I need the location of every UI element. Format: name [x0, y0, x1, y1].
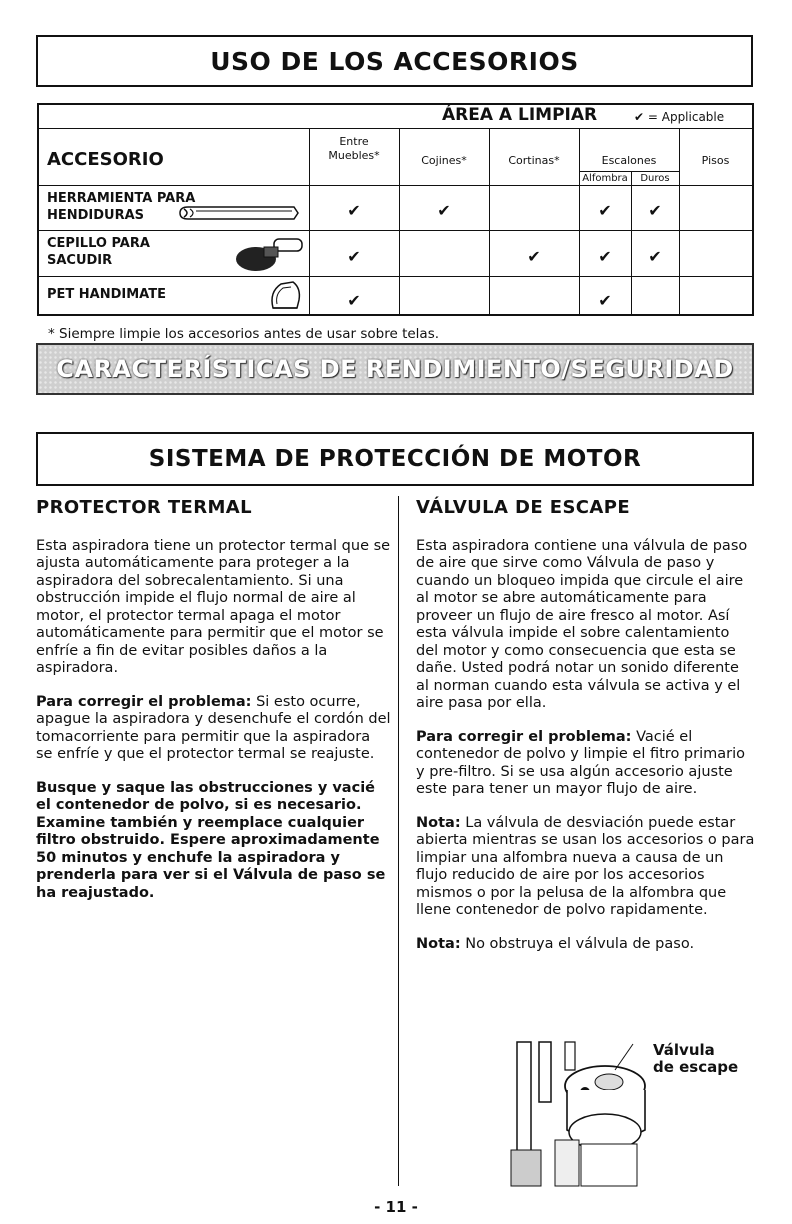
motor-protection-title: SISTEMA DE PROTECCIÓN DE MOTOR [148, 446, 642, 472]
row-pet-handimate: PET HANDIMATE [47, 287, 166, 302]
check-mark: ✔ [648, 201, 662, 220]
vacuum-exhaust-illustration [505, 1040, 655, 1190]
check-mark: ✔ [347, 247, 361, 266]
exhaust-valve-callout: Válvula de escape [653, 1041, 739, 1076]
legend: ✔ = Applicable [634, 110, 725, 124]
right-p4: Nota: No obstruya el válvula de paso. [416, 935, 695, 952]
right-heading: VÁLVULA DE ESCAPE [416, 497, 631, 518]
right-p1: Esta aspiradora contiene una válvula de paso de aire que sirve como Válvula de paso y cuando un bloqueo impida que circule el aire al motor se abre automáticamente para proveer un flujo de aire fresco al motor. Así esta válvula impide el sobre calentamiento del motor y como consecuencia que esta se dañe. Usted podrá notar un sonido diferente al norman cuando esta válvula se activa y el aire pasa por ella. [416, 537, 748, 711]
col-escalones: Escalones [601, 154, 657, 167]
footnote: * Siempre limpie los accesorios antes de usar sobre telas. [48, 326, 440, 342]
accessory-header: ACCESORIO [47, 149, 164, 170]
feature-band [36, 343, 754, 395]
band-title: CARACTERÍSTICAS DE RENDIMIENTO/SEGURIDAD [56, 355, 734, 383]
left-heading: PROTECTOR TERMAL [36, 497, 252, 518]
pet-handimate-icon [265, 278, 305, 314]
row-herramienta: HERRAMIENTA PARA HENDIDURAS [47, 191, 196, 223]
dusting-brush-icon [234, 233, 306, 277]
left-column [36, 499, 391, 918]
row-cepillo: CEPILLO PARA SACUDIR [47, 236, 150, 268]
left-p1: Esta aspiradora tiene un protector termal que se ajusta automáticamente para proteger a la aspiradora del sobrecalentamiento. Si una obstrucción impide el flujo normal de aire al motor, el protector termal apaga el motor automáticamente para permitir que el motor se enfríe a fin de evitar posibles daños a la aspiradora. [36, 537, 391, 676]
check-mark: ✔ [347, 201, 361, 220]
check-mark: ✔ [598, 247, 612, 266]
check-mark: ✔ [347, 291, 361, 310]
motor-protection-box [36, 432, 754, 486]
column-divider [398, 496, 399, 1186]
check-mark: ✔ [598, 201, 612, 220]
crevice-tool-icon [174, 201, 304, 227]
col-cortinas: Cortinas* [508, 154, 560, 167]
section-title: USO DE LOS ACCESORIOS [210, 46, 579, 76]
right-column [416, 499, 756, 969]
col-pisos: Pisos [701, 154, 730, 167]
check-mark: ✔ [527, 247, 541, 266]
check-mark: ✔ [648, 247, 662, 266]
col-cojines: Cojines* [421, 154, 467, 167]
right-p3: Nota: La válvula de desviación puede estar abierta mientras se usan los accesorios o para limpiar una alfombra nueva a causa de un flujo reducido de aire por los accesorios mismos o por la pelusa de la alfombra que llene contenedor de polvo rapidamente. [416, 814, 755, 918]
col-duros: Duros [640, 173, 670, 184]
check-mark: ✔ [598, 291, 612, 310]
area-header: ÁREA A LIMPIAR [442, 105, 598, 125]
check-mark: ✔ [437, 201, 451, 220]
page-number: - 11 - [374, 1198, 418, 1216]
left-p3: Busque y saque las obstrucciones y vacié el contenedor de polvo, si es necesario. Examine también y reemplace cualquier filtro obstruido. Espere aproximadamente 50 minutos y enchufe la aspiradora y prenderla para ver si el Válvula de paso se ha reajustado. [36, 779, 386, 901]
right-p2: Para corregir el problema: Vacié el contenedor de polvo y limpie el fitro primario y pre-filtro. Si se usa algún accesorio ajuste este para tener un mayor flujo de aire. [416, 728, 745, 797]
section-title-box [36, 35, 753, 87]
col-alfombra: Alfombra [582, 173, 628, 184]
left-p2: Para corregir el problema: Si esto ocurre, apague la aspiradora y desenchufe el cordón del tomacorriente para permitir que la aspiradora se enfríe y que el protector termal se reajuste. [36, 693, 391, 762]
col-muebles: Entre Muebles* [328, 135, 380, 162]
accessories-table [37, 103, 754, 316]
